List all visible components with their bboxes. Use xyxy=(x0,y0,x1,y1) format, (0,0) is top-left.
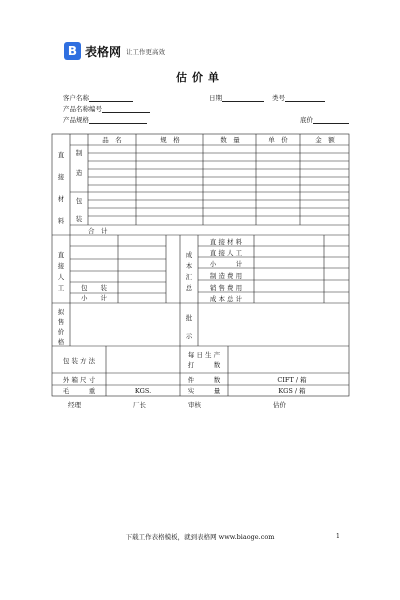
daily-output-count-label: 打 数 xyxy=(187,361,221,369)
labor-subtotal-label: 小 计 xyxy=(81,294,107,302)
col-header-name: 品 名 xyxy=(102,136,122,144)
brand-name: 表格网 xyxy=(85,45,122,59)
piece-count-label: 件 数 xyxy=(187,376,221,384)
direct-material-label: 直接材料 xyxy=(57,151,65,225)
labor-pack-label: 包 装 xyxy=(81,284,107,292)
signature-reviewer: 审核 xyxy=(188,401,201,409)
summary-subtotal: 小 计 xyxy=(209,260,243,268)
logo-icon: B xyxy=(64,42,81,60)
base-price-label: 底价 xyxy=(300,116,313,124)
total-label: 合 计 xyxy=(88,227,108,235)
product-spec-label: 产品规格 xyxy=(63,116,89,124)
category-label: 类号 xyxy=(272,94,285,102)
summary-manufacturing-cost: 制 造 费 用 xyxy=(209,272,243,280)
cost-summary-label: 成本汇总 xyxy=(185,251,193,292)
carton-size-label: 外 箱 尺 寸 xyxy=(62,376,96,384)
page-number: 1 xyxy=(336,533,340,540)
summary-direct-material: 直 接 材 料 xyxy=(209,238,243,246)
col-header-amount: 金 额 xyxy=(315,136,335,144)
footer-text: 下载工作表格模板，就到表格网 www.biaoge.com xyxy=(125,533,275,541)
col-header-unit-price: 单 价 xyxy=(268,136,288,144)
cift-per-box-label: CIFT / 箱 xyxy=(277,376,307,384)
packaging-label: 包装 xyxy=(75,197,83,223)
daily-output-label: 每 日 生 产 xyxy=(187,351,221,359)
gross-weight-label: 毛 重 xyxy=(62,387,96,395)
customer-name-label: 客户名称 xyxy=(63,94,89,102)
col-header-spec: 规 格 xyxy=(160,136,180,144)
page-title: 估价单 xyxy=(176,71,224,84)
summary-direct-labor: 直 接 人 工 xyxy=(209,249,243,257)
summary-sales-cost: 销 售 费 用 xyxy=(209,284,243,292)
direct-labor-label: 直接人工 xyxy=(57,251,65,292)
kgs-per-box-label: KGS / 箱 xyxy=(278,387,306,395)
packing-method-label: 包 装 方 法 xyxy=(62,357,96,365)
brand-slogan: 让工作更高效 xyxy=(126,48,165,56)
signature-estimator: 估价 xyxy=(273,401,286,409)
gross-weight-unit: KGS. xyxy=(134,387,152,395)
col-header-quantity: 数 量 xyxy=(220,136,240,144)
date-label: 日期 xyxy=(209,94,222,102)
approval-label: 批示 xyxy=(185,314,193,340)
manufacture-label: 制造 xyxy=(75,149,83,177)
signature-manager: 经理 xyxy=(68,401,81,409)
product-code-label: 产品名称编号 xyxy=(63,105,102,113)
proposed-price-label: 拟售价格 xyxy=(57,308,65,346)
net-weight-label: 实 量 xyxy=(187,387,221,395)
signature-factory-director: 厂长 xyxy=(133,401,146,409)
summary-total-cost: 成 本 总 计 xyxy=(209,295,243,303)
